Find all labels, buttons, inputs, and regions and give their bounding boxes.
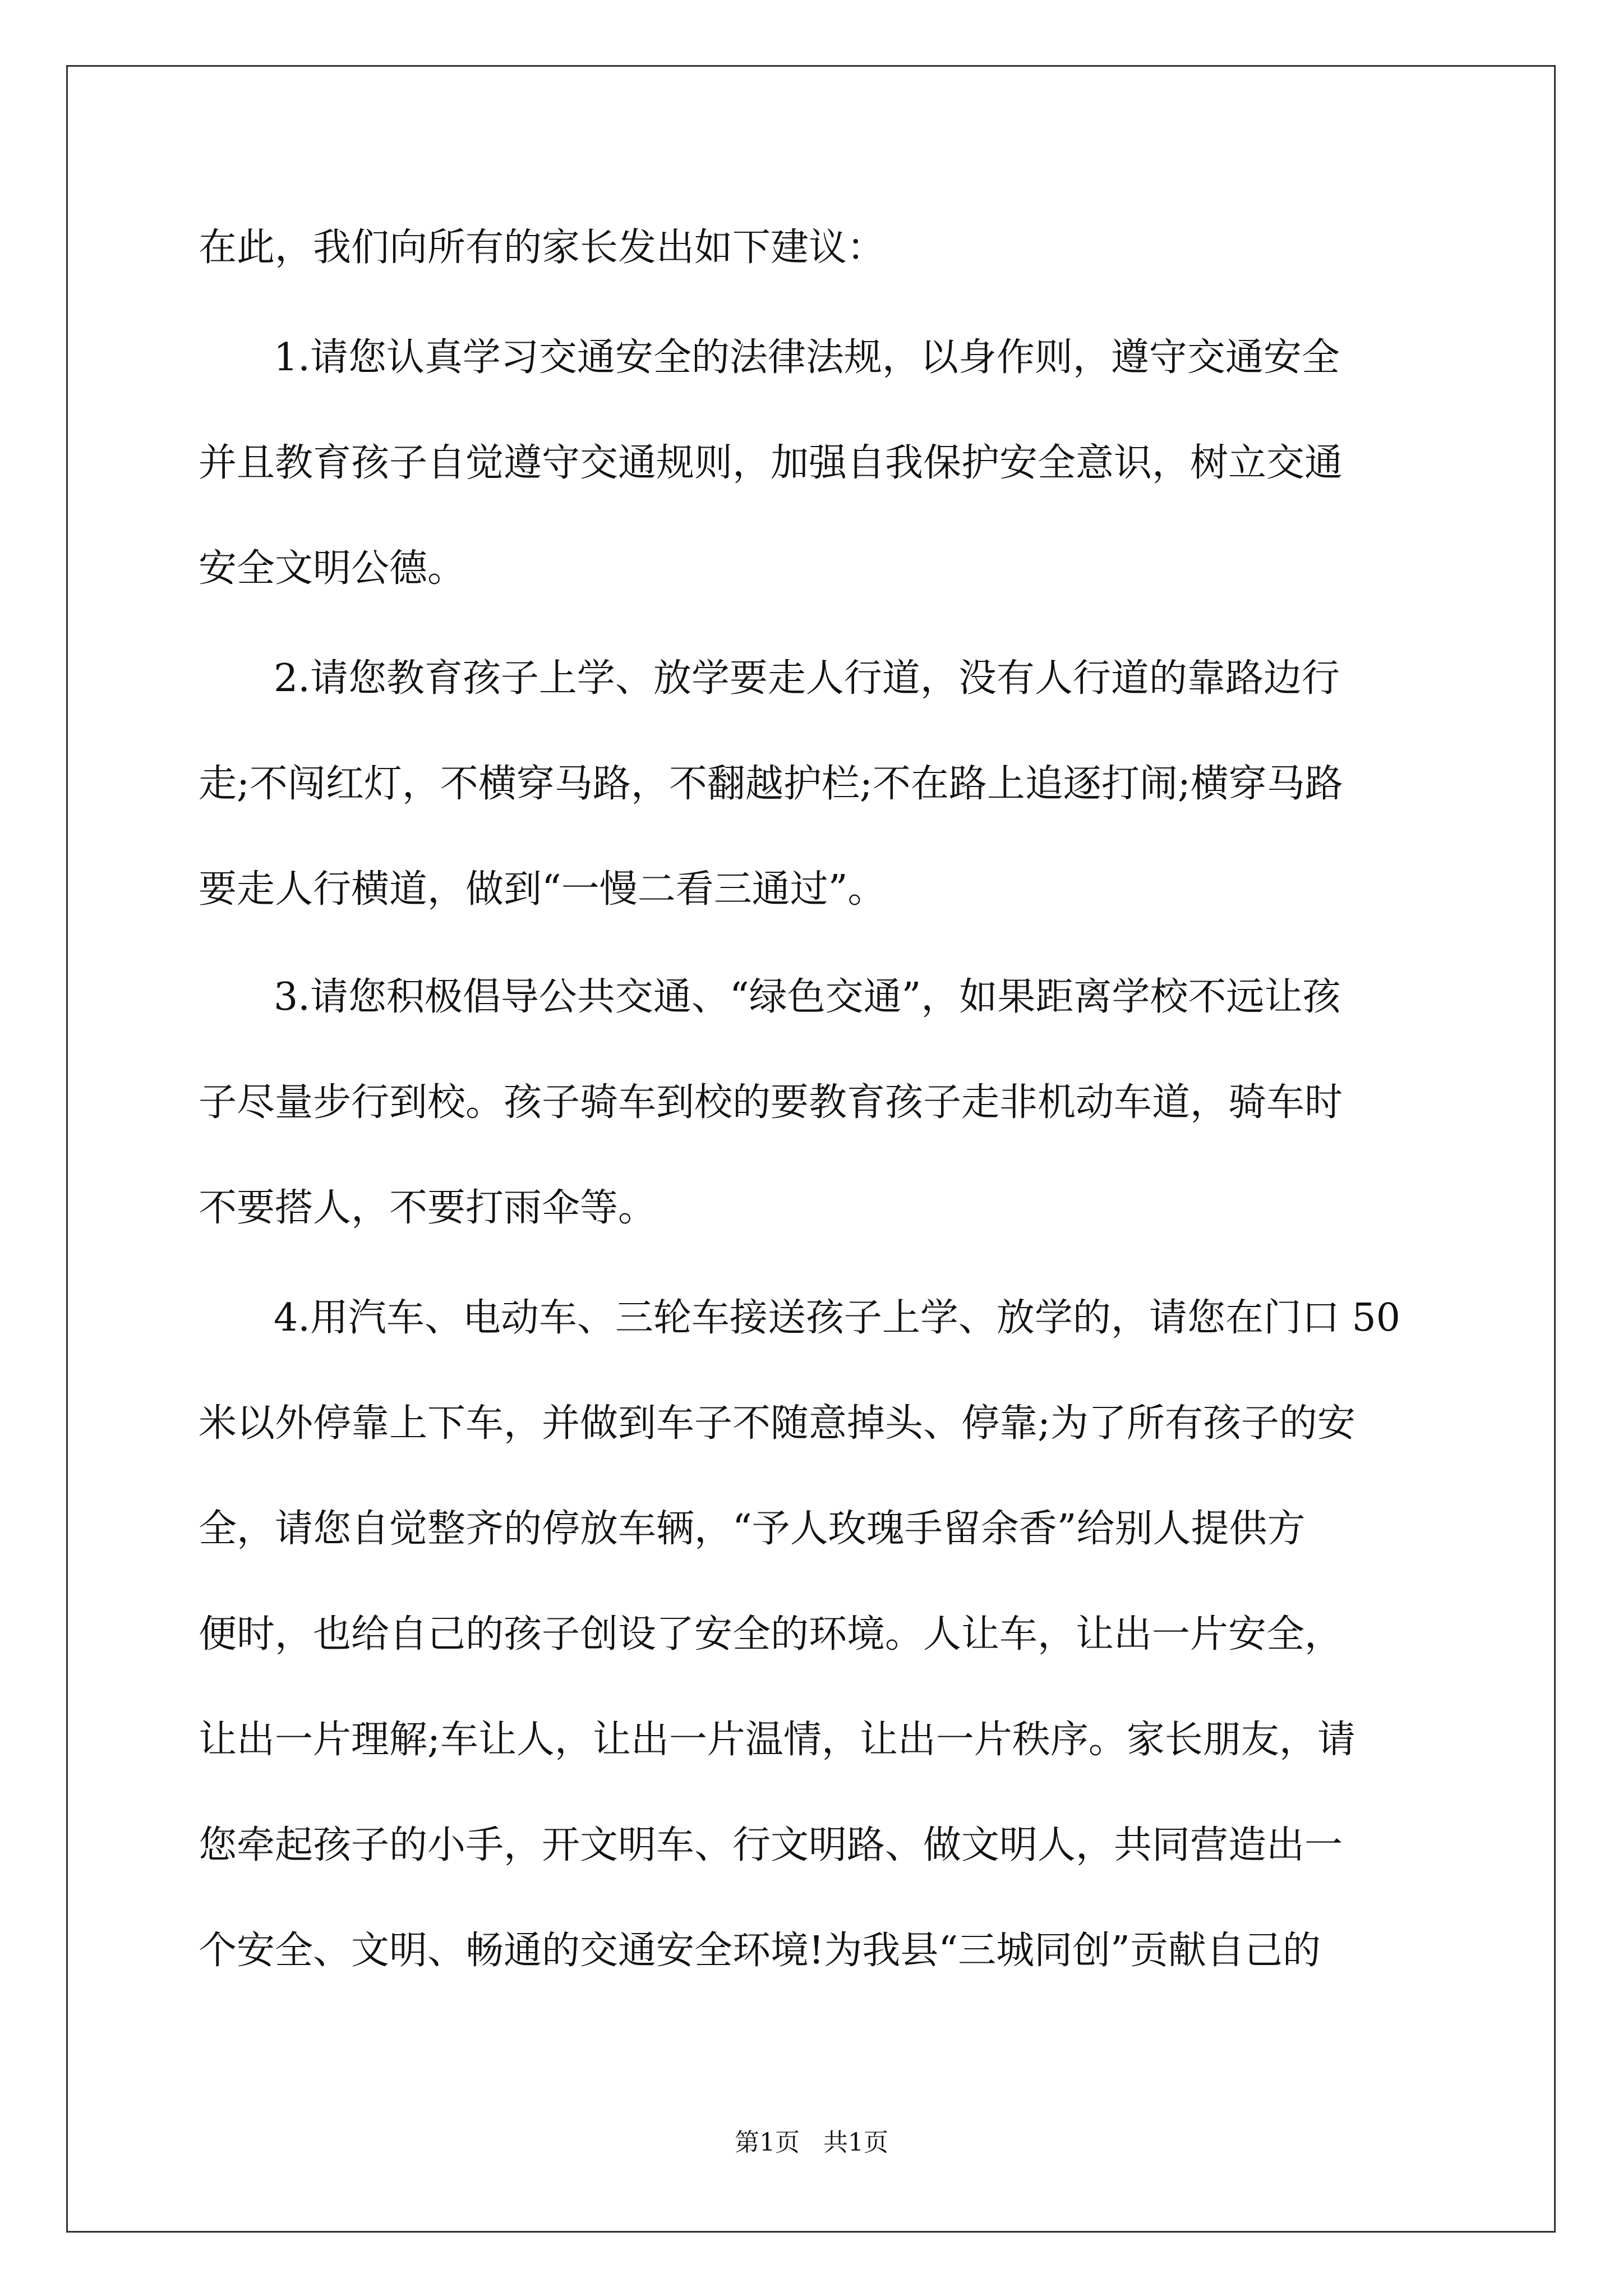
text-line: 走;不闯红灯，不横穿马路，不翻越护栏;不在路上追逐打闹;横穿马路 <box>199 762 1343 806</box>
text-line: 个安全、文明、畅通的交通安全环境!为我县“三城同创”贡献自己的 <box>199 1929 1321 1973</box>
text-line: 3.请您积极倡导公共交通、“绿色交通”，如果距离学校不远让孩 <box>274 975 1341 1019</box>
page-footer: 第1页 共1页 <box>735 2128 888 2157</box>
text-line: 您牵起孩子的小手，开文明车、行文明路、做文明人，共同营造出一 <box>199 1823 1343 1867</box>
text-line: 米以外停靠上下车，并做到车子不随意掉头、停靠;为了所有孩子的安 <box>199 1401 1355 1446</box>
text-line: 安全文明公德。 <box>199 546 466 591</box>
text-line: 在此，我们向所有的家长发出如下建议： <box>199 226 886 270</box>
text-line: 不要搭人，不要打雨伞等。 <box>199 1186 657 1230</box>
page-border <box>66 65 1556 2233</box>
text-line: 子尽量步行到校。孩子骑车到校的要教育孩子走非机动车道，骑车时 <box>199 1080 1343 1125</box>
text-line: 要走人行横道，做到“一慢二看三通过”。 <box>199 867 886 912</box>
text-line: 并且教育孩子自觉遵守交通规则，加强自我保护安全意识，树立交通 <box>199 441 1343 485</box>
text-line: 2.请您教育孩子上学、放学要走人行道，没有人行道的靠路边行 <box>274 656 1340 701</box>
text-line: 便时，也给自己的孩子创设了安全的环境。人让车，让出一片安全， <box>199 1612 1343 1657</box>
text-line: 4.用汽车、电动车、三轮车接送孩子上学、放学的，请您在门口 50 <box>274 1296 1401 1340</box>
text-line: 让出一片理解;车让人，让出一片温情，让出一片秩序。家长朋友，请 <box>199 1718 1355 1762</box>
text-line: 全，请您自觉整齐的停放车辆，“予人玫瑰手留余香”给别人提供方 <box>199 1507 1306 1551</box>
text-line: 1.请您认真学习交通安全的法律法规，以身作则，遵守交通安全 <box>274 335 1340 380</box>
